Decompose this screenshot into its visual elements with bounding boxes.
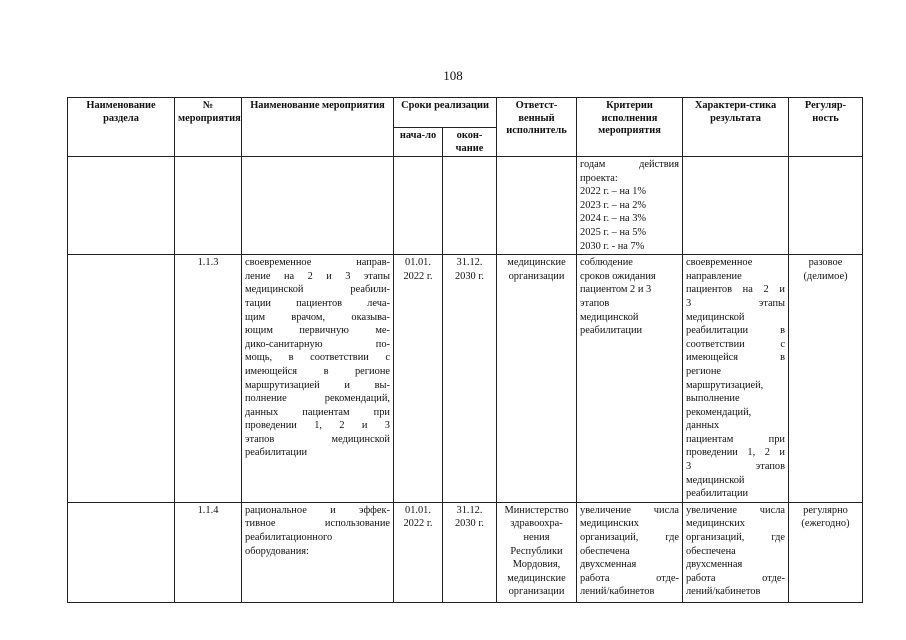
header-criteria: Критерии исполнения мероприятия bbox=[577, 98, 683, 157]
header-section-name: Наименование раздела bbox=[68, 98, 175, 157]
cell-regularity bbox=[789, 157, 863, 255]
cell-start: 01.01. 2022 г. bbox=[394, 255, 443, 503]
cell-result bbox=[683, 157, 789, 255]
cell-no: 1.1.3 bbox=[175, 255, 242, 503]
cell-regularity: регулярно (ежегодно) bbox=[789, 502, 863, 602]
cell-end bbox=[443, 157, 497, 255]
header-measure-name: Наименование мероприятия bbox=[242, 98, 394, 157]
header-regularity: Регуляр-ность bbox=[789, 98, 863, 157]
cell-name bbox=[242, 157, 394, 255]
header-terms: Сроки реализации bbox=[394, 98, 497, 128]
cell-criteria: соблюдение сроков ожидания пациентом 2 и 3 этапов медицинской реабилитации bbox=[577, 255, 683, 503]
header-result: Характери-стика результата bbox=[683, 98, 789, 157]
cell-criteria: увеличение числа медицинских организаций, где обеспечена двухсменная работа отде- лений/кабинетов bbox=[577, 502, 683, 602]
header-start: нача-ло bbox=[394, 128, 443, 157]
cell-no bbox=[175, 157, 242, 255]
table-row bbox=[68, 157, 863, 255]
cell-start bbox=[394, 157, 443, 255]
cell-end: 31.12. 2030 г. bbox=[443, 502, 497, 602]
page-number: 108 bbox=[443, 68, 463, 83]
cell-name: своевременное направ- ление на 2 и 3 этапы медицинской реабили- тации пациентов леча- щим врачом, оказыва- ющим первичную ме- дико-санитарную по- мощь, в соответствии с имеющейся в регионе маршрутизацией и вы- полнение рекомендаций, данных пациентам при проведении 1, 2 и 3 этапов медицинской реабилитации bbox=[242, 255, 394, 503]
table-row bbox=[68, 502, 863, 602]
cell-result: увеличение числа медицинских организаций, где обеспечена двухсменная работа отде- лений/кабинетов bbox=[683, 502, 789, 602]
cell-name: рациональное и эффек- тивное использование реабилитационного оборудования: bbox=[242, 502, 394, 602]
cell-section bbox=[68, 255, 175, 503]
cell-criteria: годам действия проекта: 2022 г. – на 1% 2023 г. – на 2% 2024 г. – на 3% 2025 г. – на 5% 2030 г. - на 7% bbox=[577, 157, 683, 255]
header-end: окон-чание bbox=[443, 128, 497, 157]
cell-responsible: медицинские организации bbox=[497, 255, 577, 503]
cell-regularity: разовое (делимое) bbox=[789, 255, 863, 503]
table-row bbox=[68, 255, 863, 503]
cell-section bbox=[68, 502, 175, 602]
cell-responsible: Министерство здравоохра- нения Республики Мордовия, медицинские организации bbox=[497, 502, 577, 602]
cell-start: 01.01. 2022 г. bbox=[394, 502, 443, 602]
cell-end: 31.12. 2030 г. bbox=[443, 255, 497, 503]
cell-section bbox=[68, 157, 175, 255]
cell-result: своевременное направление пациентов на 2 и 3 этапы медицинской реабилитации в соответствии с имеющейся в регионе маршрутизацией, выполнение рекомендаций, данных пациентам при проведении 1, 2 и 3 этапов медицинской реабилитации bbox=[683, 255, 789, 503]
measures-table bbox=[67, 97, 863, 603]
cell-no: 1.1.4 bbox=[175, 502, 242, 602]
cell-responsible bbox=[497, 157, 577, 255]
header-measure-no: № мероприятия bbox=[175, 98, 242, 157]
header-responsible: Ответст-венный исполнитель bbox=[497, 98, 577, 157]
